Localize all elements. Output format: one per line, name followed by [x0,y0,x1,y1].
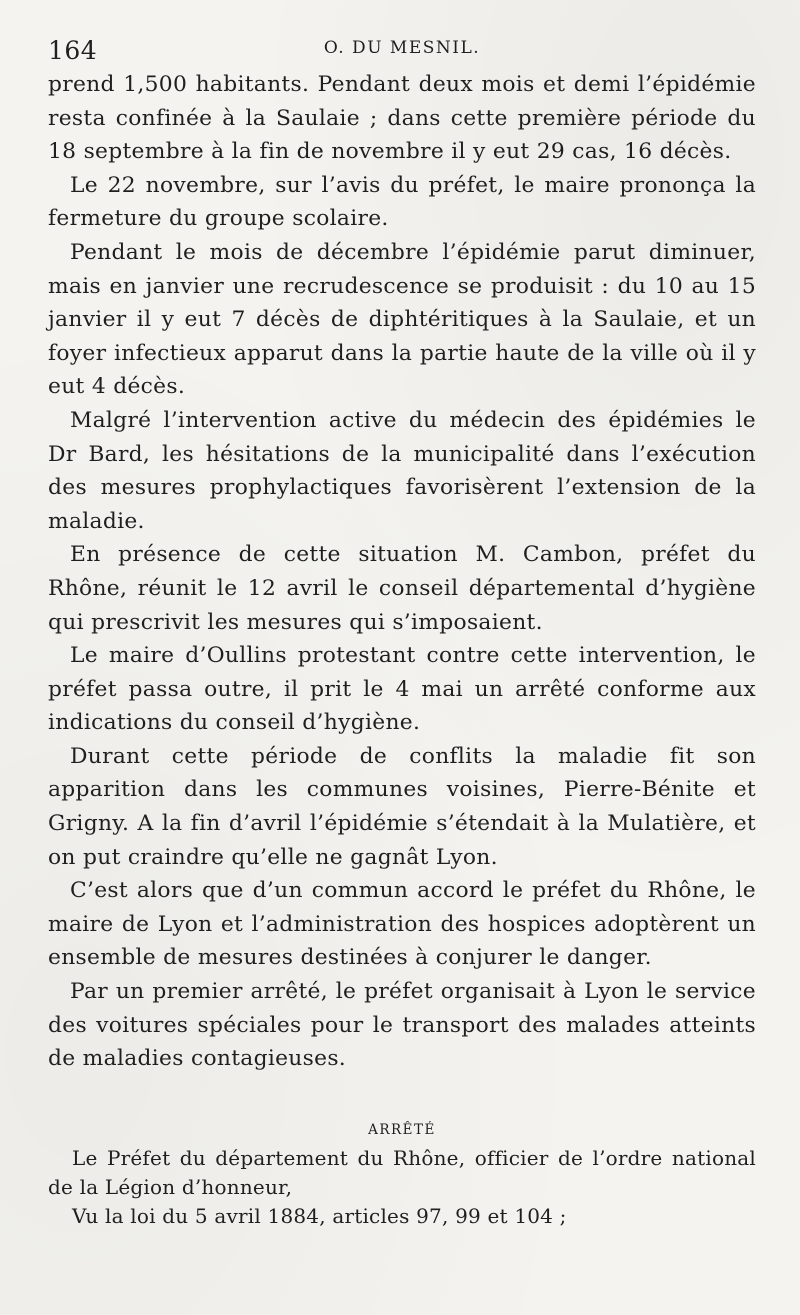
paragraph-5: En présence de cette situation M. Cambon, préfet du Rhône, réunit le 12 avril le conseil départemental d’hygiène qui prescrivit les mesures qui s’imposaient. [48,542,756,635]
paragraph-3: Pendant le mois de décembre l’épidémie parut diminuer, mais en janvier une recrudescence se produisit : du 10 au 15 janvier il y eut 7 décès de diphtéritiques à la Saulaie, et un foyer infectieux apparut dans la partie haute de la ville où il y eut 4 décès. [48,239,756,400]
arrete-text [48,1144,756,1231]
paragraph-2: Le 22 novembre, sur l’avis du préfet, le maire prononça la fermeture du groupe scolaire. [48,172,756,232]
page-header [48,30,756,65]
page-number: 164 [48,36,98,65]
paragraph-4: Malgré l’intervention active du médecin des épidémies le Dr Bard, les hésitations de la municipalité dans l’exécution des mesures prophylactiques favorisèrent l’extension de la maladie. [48,407,756,534]
paragraph-9: Par un premier arrêté, le préfet organisait à Lyon le service des voitures spéciales pour le transport des malades atteints de maladies contagieuses. [48,979,756,1072]
running-head: O. DU MESNIL. [323,38,481,58]
arrete-heading: ARRÊTÉ [368,1121,436,1138]
paragraph-6: Le maire d’Oullins protestant contre cette intervention, le préfet passa outre, il prit le 4 mai un arrêté conforme aux indications du conseil d’hygiène. [48,643,756,736]
body-text [48,68,756,1076]
paragraph-7: Durant cette période de conflits la maladie fit son apparition dans les communes voisines, Pierre-Bénite et Grigny. A la fin d’avril l’épidémie s’étendait à la Mulatière, et on put craindre qu’elle ne gagnât Lyon. [48,743,756,870]
paragraph-8: C’est alors que d’un commun accord le préfet du Rhône, le maire de Lyon et l’administration des hospices adoptèrent un ensemble de mesures destinées à conjurer le danger. [48,878,756,971]
paragraph-1: prend 1,500 habitants. Pendant deux mois et demi l’épidémie resta confinée à la Saulaie ; dans cette première période du 18 septembre à la fin de novembre il y eut 29 cas, 16 décès. [48,72,756,165]
arrete-line-2: Vu la loi du 5 avril 1884, articles 97, 99 et 104 ; [72,1203,567,1228]
arrete-line-1: Le Préfet du département du Rhône, officier de l’ordre national de la Légion d’honneur, [48,1145,756,1199]
